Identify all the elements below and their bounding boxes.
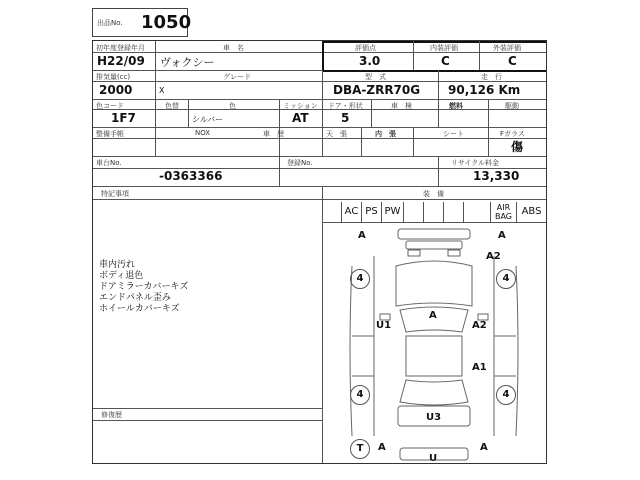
mark-roof: A — [429, 310, 437, 321]
equipment-blank-1 — [403, 202, 423, 222]
equipment-airbag: AIR BAG — [490, 202, 516, 222]
note-line: エンドパネル歪み — [99, 293, 171, 303]
color-code-label: 色コード — [96, 102, 124, 110]
color-value: シルバー — [192, 115, 224, 124]
interior2-label: 内 張 — [375, 130, 396, 138]
displacement-label: 排気量(cc) — [96, 73, 131, 81]
equipment-blank-3 — [443, 202, 463, 222]
mark-rear-left: A — [378, 442, 386, 453]
manual-label: 整備手帳 — [96, 130, 124, 138]
score-label: 評価点 — [355, 44, 376, 52]
recycle-value: 13,330 — [473, 169, 520, 183]
mark-rear-right: A — [480, 442, 488, 453]
equipment-label: 装 備 — [423, 190, 444, 198]
mark-right-rear: A1 — [472, 362, 487, 373]
doors-label: ドア・形状 — [328, 102, 363, 110]
fglass-label: Fガラス — [500, 130, 525, 138]
note-line: ドアミラーカバーキズ — [99, 282, 189, 292]
mileage-label: 走 行 — [481, 73, 502, 81]
equipment-blank-4 — [463, 202, 485, 222]
mission-value: AT — [292, 111, 309, 125]
equipment-pw: PW — [381, 202, 403, 222]
car-history-label: 車 歴 — [263, 130, 284, 138]
car-outline-icon — [322, 226, 546, 463]
note-line: ホイールカバーキズ — [99, 304, 180, 314]
inspection-sheet — [92, 40, 547, 464]
doors-value: 5 — [341, 111, 350, 125]
grade-label: グレード — [223, 73, 251, 81]
registration-label: 登録No. — [287, 159, 313, 167]
mileage-value: 90,126 Km — [448, 83, 521, 97]
mission-label: ミッション — [283, 102, 318, 110]
tire-front-left-mark: 4 — [350, 269, 370, 289]
color-code-value: 1F7 — [111, 111, 136, 125]
tire-front-right-mark: 4 — [496, 269, 516, 289]
mark-bottom: U — [429, 453, 438, 464]
note-line: 車内汚れ — [99, 260, 136, 270]
remarks-label: 特記事項 — [101, 190, 129, 198]
interior-label: 内装評価 — [430, 44, 458, 52]
car-name-value: ヴォクシー — [160, 56, 215, 69]
mark-a2-top: A2 — [486, 251, 501, 262]
remarks-notes — [99, 260, 188, 315]
equipment-ps: PS — [361, 202, 381, 222]
first-reg-label: 初年度登録年月 — [96, 44, 145, 52]
mark-left-door: U1 — [376, 320, 392, 331]
equipment-abs: ABS — [516, 202, 546, 222]
equipment-cell — [322, 202, 341, 222]
first-reg-value: H22/09 — [97, 54, 145, 68]
model-label: 型 式 — [365, 73, 386, 81]
mark-rear-left-circle: T — [350, 439, 370, 459]
tire-rear-left-mark: 4 — [350, 385, 370, 405]
chassis-label: 車台No. — [96, 159, 122, 167]
fglass-value: 傷 — [511, 140, 524, 154]
nox-label: NOX — [195, 129, 211, 137]
drive-label: 駆動 — [505, 102, 519, 110]
mark-front-left: A — [358, 230, 366, 241]
exterior-value: C — [508, 54, 517, 68]
lot-number-value: 1050 — [141, 12, 192, 33]
grade-value: X — [159, 86, 165, 95]
tire-rear-right-mark: 4 — [496, 385, 516, 405]
equipment-blank-2 — [423, 202, 443, 222]
seat-label: シート — [443, 130, 464, 138]
mark-right-door: A2 — [472, 320, 487, 331]
car-damage-diagram — [322, 226, 546, 463]
equipment-ac: AC — [341, 202, 361, 222]
repair-label: 修復歴 — [101, 411, 122, 419]
displacement-value: 2000 — [99, 83, 133, 97]
mark-front-right: A — [498, 230, 506, 241]
score-value: 3.0 — [359, 54, 381, 68]
inspection-label: 車 検 — [391, 102, 412, 110]
exterior-label: 外装評価 — [493, 44, 521, 52]
car-name-label: 車 名 — [223, 44, 244, 52]
roof-label: 天 張 — [326, 130, 347, 138]
lot-number-box — [92, 8, 192, 37]
color-label: 色 — [229, 102, 236, 110]
mark-rear: U3 — [426, 412, 442, 423]
lot-number-label: 出品No. — [97, 19, 123, 27]
chassis-value: -0363366 — [159, 169, 223, 183]
note-line: ボディ退色 — [99, 271, 144, 281]
color-change-label: 色替 — [165, 102, 179, 110]
model-value: DBA-ZRR70G — [333, 83, 421, 97]
fuel-label: 燃料 — [449, 102, 463, 110]
interior-value: C — [441, 54, 450, 68]
recycle-label: リサイクル料金 — [451, 159, 500, 167]
